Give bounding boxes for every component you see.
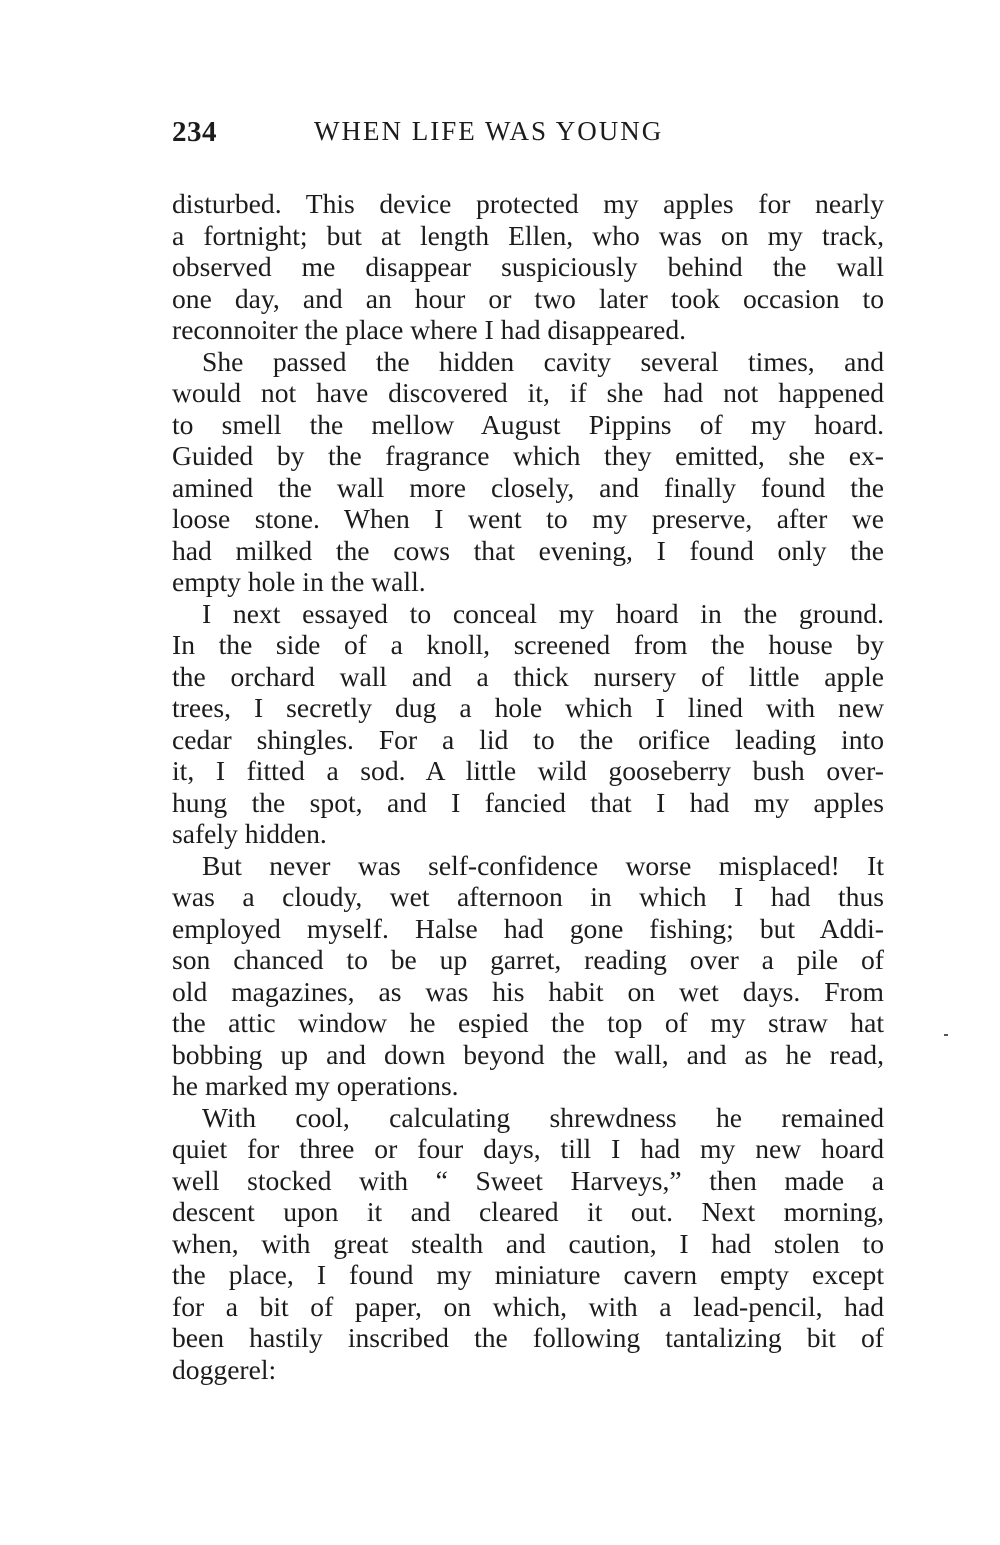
text-line: trees, I secretly dug a hole which I lined with new — [172, 692, 884, 723]
text-line: for a bit of paper, on which, with a lead-pencil, had — [172, 1290, 884, 1322]
text-line: was a cloudy, wet afternoon in which I had thus — [172, 881, 884, 912]
text-line: With cool, calculating shrewdness he remained — [202, 1101, 884, 1133]
text-line: disturbed. This device protected my apples for nearly — [172, 188, 884, 219]
text-line: doggerel: — [172, 1353, 277, 1385]
text-line: empty hole in the wall. — [172, 566, 426, 597]
text-line: he marked my operations. — [172, 1070, 459, 1101]
text-line: had milked the cows that evening, I found only the — [172, 534, 884, 566]
text-line: well stocked with “ Sweet Harveys,” then made a — [172, 1164, 884, 1196]
print-speck — [944, 1034, 948, 1036]
text-line: quiet for three or four days, till I had my new hoard — [172, 1133, 884, 1164]
text-line: I next essayed to conceal my hoard in the ground. — [202, 597, 884, 629]
text-line: safely hidden. — [172, 818, 327, 849]
text-line: loose stone. When I went to my preserve, after we — [172, 503, 884, 534]
text-line: employed myself. Halse had gone fishing; but Addi- — [172, 912, 884, 944]
text-line: reconnoiter the place where I had disappeared. — [172, 314, 687, 345]
page-number: 234 — [172, 116, 217, 148]
running-head: WHEN LIFE WAS YOUNG — [314, 116, 664, 146]
text-line: In the side of a knoll, screened from the house by — [172, 629, 884, 660]
text-line: the orchard wall and a thick nursery of little apple — [172, 660, 884, 692]
text-line: would not have discovered it, if she had not happened — [172, 377, 884, 408]
text-line: a fortnight; but at length Ellen, who was on my track, — [172, 219, 884, 251]
text-line: been hastily inscribed the following tantalizing bit of — [172, 1322, 884, 1353]
text-line: She passed the hidden cavity several times, and — [202, 345, 884, 377]
text-line: amined the wall more closely, and finally found the — [172, 471, 884, 503]
page-header — [172, 116, 892, 156]
text-line: it, I fitted a sod. A little wild gooseberry bush over- — [172, 755, 884, 786]
text-line: descent upon it and cleared it out. Next morning, — [172, 1196, 884, 1227]
text-line: one day, and an hour or two later took occasion to — [172, 282, 884, 314]
text-line: to smell the mellow August Pippins of my hoard. — [172, 408, 884, 440]
text-line: observed me disappear suspiciously behind the wall — [172, 251, 884, 282]
text-line: bobbing up and down beyond the wall, and as he read, — [172, 1038, 884, 1070]
text-line: hung the spot, and I fancied that I had my apples — [172, 786, 884, 818]
text-line: when, with great stealth and caution, I had stolen to — [172, 1227, 884, 1259]
text-line: the place, I found my miniature cavern empty except — [172, 1259, 884, 1290]
text-line: the attic window he espied the top of my straw hat — [172, 1007, 884, 1038]
text-line: old magazines, as was his habit on wet days. From — [172, 975, 884, 1007]
text-line: Guided by the fragrance which they emitted, she ex- — [172, 440, 884, 471]
body-text — [172, 188, 884, 1385]
text-line: cedar shingles. For a lid to the orifice leading into — [172, 723, 884, 755]
text-line: son chanced to be up garret, reading over a pile of — [172, 944, 884, 975]
text-line: But never was self-confidence worse misplaced! It — [202, 849, 884, 881]
